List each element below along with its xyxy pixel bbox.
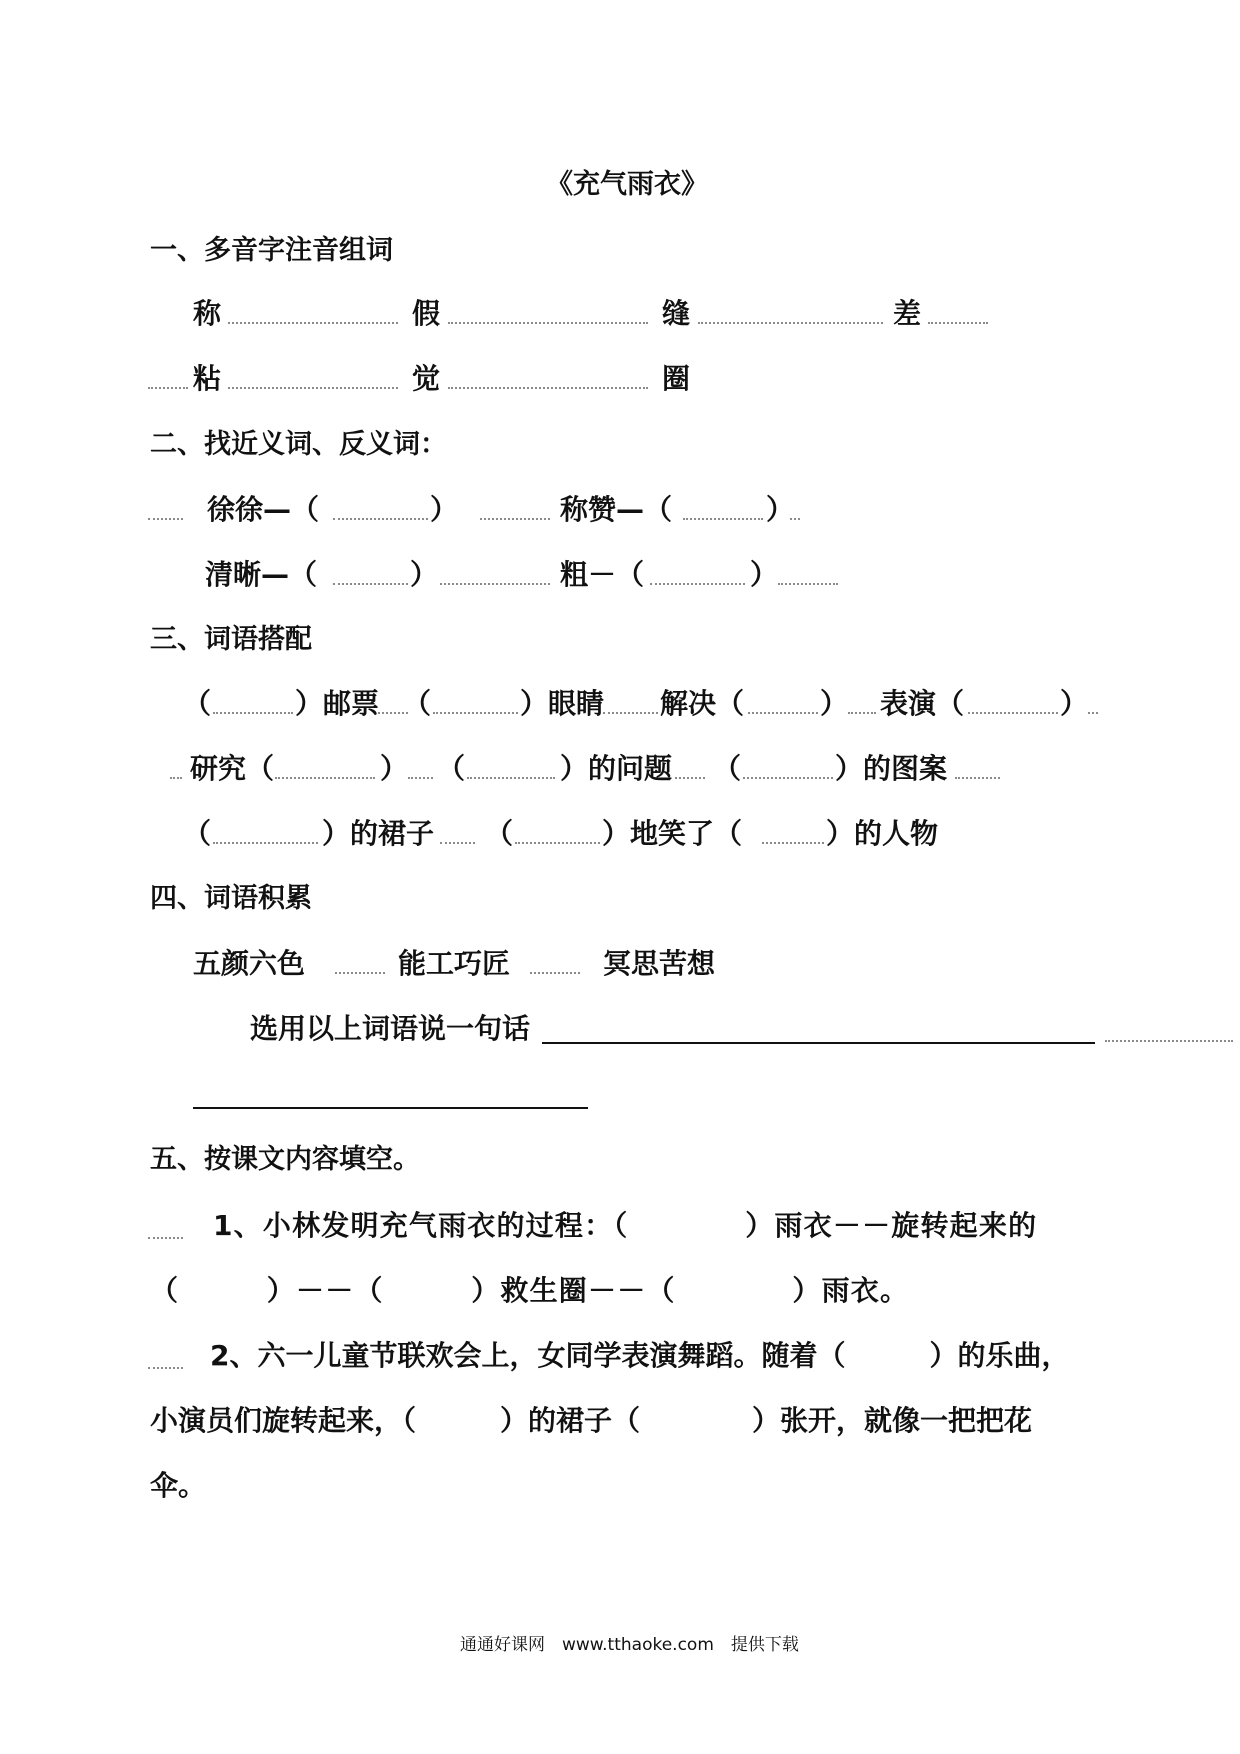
polyphone-char: 假: [412, 297, 441, 330]
blank-dots: [148, 518, 183, 520]
section-3-heading: 三、词语搭配: [150, 624, 312, 655]
collocation-item: ）眼睛: [520, 687, 605, 720]
blank-dots: [213, 712, 293, 714]
collocation-item: ）的图案: [835, 752, 948, 785]
blank-dots: [480, 518, 550, 520]
fill-line: 2、六一儿童节联欢会上，女同学表演舞蹈。随着（ ）的乐曲，: [210, 1339, 1070, 1372]
blank-dots: [148, 387, 188, 389]
polyphone-char: 称: [193, 297, 222, 330]
blank-dots: [778, 583, 838, 585]
section-2-heading: 二、找近义词、反义词：: [150, 429, 447, 460]
blank-dots: [448, 387, 648, 389]
blank-dots: [848, 712, 876, 714]
collocation-item: ）邮票: [295, 687, 380, 720]
idiom: 能工巧匠: [398, 947, 511, 980]
blank-dots: [603, 712, 658, 714]
blank-dots: [228, 387, 398, 389]
collocation-item: （: [183, 817, 212, 850]
blank-dots: [170, 777, 182, 779]
antonym-item: ）: [750, 558, 779, 591]
collocation-item: ）地笑了（: [602, 817, 743, 850]
synonym-item: ）: [766, 493, 795, 526]
collocation-item: ）: [380, 752, 409, 785]
fill-line: （ ）－－（ ）救生圈－－（ ）雨衣。: [150, 1274, 910, 1307]
polyphone-char: 觉: [412, 362, 441, 395]
collocation-item: 研究（: [190, 752, 275, 785]
blank-dots: [748, 712, 818, 714]
collocation-item: （: [183, 687, 212, 720]
footer-text: 通通好课网 www.tthaoke.com 提供下载: [460, 1635, 799, 1655]
section-1-heading: 一、多音字注音组词: [150, 235, 393, 266]
blank-dots: [762, 842, 824, 844]
fill-line: 小演员们旋转起来，（ ）的裙子（ ）张开，就像一把把花: [150, 1404, 1033, 1437]
collocation-item: 表演（: [880, 687, 965, 720]
idiom: 冥思苦想: [603, 947, 716, 980]
blank-dots: [955, 777, 1000, 779]
blank-dots: [790, 518, 800, 520]
blank-dots: [333, 518, 428, 520]
collocation-item: ）: [1060, 687, 1089, 720]
polyphone-char: 缝: [662, 297, 691, 330]
blank-dots: [650, 583, 745, 585]
idiom: 五颜六色: [193, 947, 306, 980]
collocation-item: ）的裙子: [322, 817, 435, 850]
blank-dots: [440, 583, 550, 585]
blank-dots: [148, 1237, 183, 1239]
blank-dots: [433, 712, 518, 714]
blank-dots: [1088, 712, 1098, 714]
blank-dots: [408, 777, 433, 779]
blank-dots: [448, 322, 648, 324]
synonym-item: ）: [430, 493, 459, 526]
page-title: 《充气雨衣》: [546, 169, 708, 200]
blank-dots: [683, 518, 763, 520]
section-4-heading: 四、词语积累: [150, 883, 312, 914]
synonym-item: 徐徐—（: [207, 493, 320, 526]
collocation-item: （: [437, 752, 466, 785]
fill-line: 伞。: [150, 1469, 207, 1502]
blank-dots: [228, 322, 398, 324]
blank-dots: [530, 972, 580, 974]
blank-dots: [1105, 1040, 1233, 1042]
answer-line: [542, 1042, 1095, 1044]
blank-dots: [213, 842, 318, 844]
blank-dots: [148, 1367, 183, 1369]
blank-dots: [928, 322, 988, 324]
blank-dots: [698, 322, 883, 324]
polyphone-char: 差: [893, 297, 922, 330]
blank-dots: [333, 583, 408, 585]
fill-line: 1、小林发明充气雨衣的过程：（ ）雨衣－－旋转起来的: [213, 1209, 1038, 1242]
collocation-item: （: [485, 817, 514, 850]
collocation-item: ）的问题: [560, 752, 673, 785]
collocation-item: （: [403, 687, 432, 720]
collocation-item: ）的人物: [826, 817, 939, 850]
blank-dots: [467, 777, 555, 779]
antonym-item: ）: [410, 558, 439, 591]
blank-dots: [440, 842, 475, 844]
blank-dots: [275, 777, 375, 779]
collocation-item: ）: [820, 687, 849, 720]
collocation-item: 解决（: [660, 687, 745, 720]
antonym-item: 粗－（: [560, 558, 645, 591]
polyphone-char: 粘: [193, 362, 222, 395]
blank-dots: [743, 777, 833, 779]
blank-dots: [515, 842, 600, 844]
antonym-item: 清晰—（: [205, 558, 318, 591]
sentence-prompt: 选用以上词语说一句话: [250, 1012, 531, 1045]
section-5-heading: 五、按课文内容填空。: [150, 1144, 420, 1175]
collocation-item: （: [713, 752, 742, 785]
blank-dots: [335, 972, 385, 974]
blank-dots: [675, 777, 705, 779]
synonym-item: 称赞—（: [560, 493, 673, 526]
polyphone-char: 圈: [662, 362, 691, 395]
blank-dots: [968, 712, 1058, 714]
answer-line: [193, 1107, 588, 1109]
